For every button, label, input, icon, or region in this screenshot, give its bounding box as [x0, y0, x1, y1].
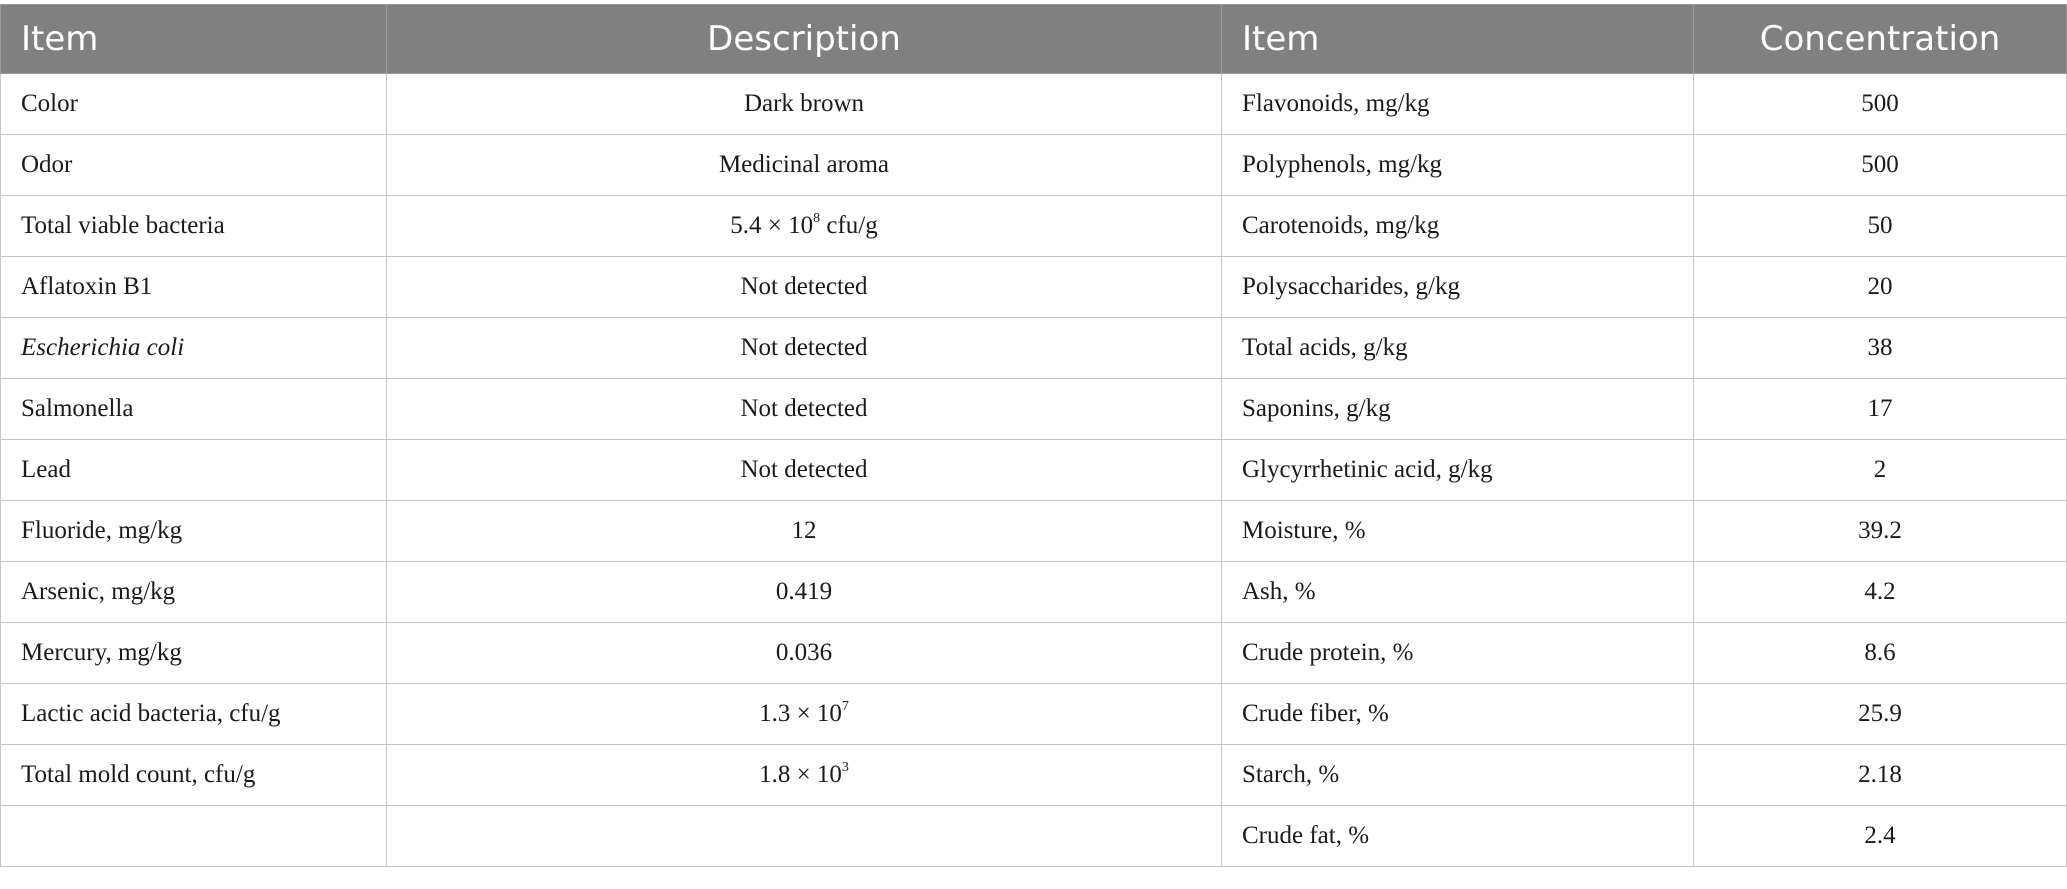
- table-row: [1, 257, 2067, 318]
- concentration-cell: 4.2: [1694, 562, 2067, 623]
- concentration-cell: 2.18: [1694, 745, 2067, 806]
- item-cell: Lactic acid bacteria, cfu/g: [1, 684, 387, 745]
- description-cell: 12: [387, 501, 1222, 562]
- header-concentration: Concentration: [1694, 5, 2067, 74]
- item-2-cell: Saponins, g/kg: [1222, 379, 1694, 440]
- table-row: [1, 440, 2067, 501]
- concentration-cell: 20: [1694, 257, 2067, 318]
- item-2-cell: Crude protein, %: [1222, 623, 1694, 684]
- item-2-cell: Crude fiber, %: [1222, 684, 1694, 745]
- header-item-2: Item: [1222, 5, 1694, 74]
- item-cell: [1, 806, 387, 867]
- item-2-cell: Carotenoids, mg/kg: [1222, 196, 1694, 257]
- concentration-cell: 39.2: [1694, 501, 2067, 562]
- item-2-cell: Total acids, g/kg: [1222, 318, 1694, 379]
- item-2-cell: Glycyrrhetinic acid, g/kg: [1222, 440, 1694, 501]
- description-cell: [387, 806, 1222, 867]
- item-2-cell: Polysaccharides, g/kg: [1222, 257, 1694, 318]
- table-row: [1, 135, 2067, 196]
- header-description: Description: [387, 5, 1222, 74]
- item-2-cell: Starch, %: [1222, 745, 1694, 806]
- item-cell: Aflatoxin B1: [1, 257, 387, 318]
- description-cell: Not detected: [387, 379, 1222, 440]
- description-cell: Not detected: [387, 257, 1222, 318]
- description-unit: cfu/g: [820, 212, 878, 239]
- description-cell: Medicinal aroma: [387, 135, 1222, 196]
- concentration-cell: 17: [1694, 379, 2067, 440]
- composition-table-wrapper: [0, 4, 2067, 867]
- concentration-cell: 2.4: [1694, 806, 2067, 867]
- item-2-cell: Ash, %: [1222, 562, 1694, 623]
- item-cell: Escherichia coli: [1, 318, 387, 379]
- item-cell: Mercury, mg/kg: [1, 623, 387, 684]
- description-cell: [387, 196, 1222, 257]
- concentration-cell: 38: [1694, 318, 2067, 379]
- concentration-cell: 25.9: [1694, 684, 2067, 745]
- table-row: [1, 318, 2067, 379]
- table-row: [1, 74, 2067, 135]
- concentration-cell: 500: [1694, 135, 2067, 196]
- item-cell: Salmonella: [1, 379, 387, 440]
- description-cell: 0.419: [387, 562, 1222, 623]
- concentration-cell: 2: [1694, 440, 2067, 501]
- description-cell: [387, 684, 1222, 745]
- table-row: [1, 196, 2067, 257]
- description-base: 1.3 × 10: [759, 700, 842, 727]
- header-row: [1, 5, 2067, 74]
- description-cell: [387, 745, 1222, 806]
- table-row: [1, 745, 2067, 806]
- description-cell: 0.036: [387, 623, 1222, 684]
- item-cell: Total viable bacteria: [1, 196, 387, 257]
- description-base: 1.8 × 10: [759, 761, 842, 788]
- item-cell: Total mold count, cfu/g: [1, 745, 387, 806]
- item-cell: Color: [1, 74, 387, 135]
- table-row: [1, 684, 2067, 745]
- composition-table: [0, 4, 2067, 867]
- header-item: Item: [1, 5, 387, 74]
- concentration-cell: 50: [1694, 196, 2067, 257]
- description-base: 5.4 × 10: [730, 212, 814, 239]
- table-row: [1, 806, 2067, 867]
- table-row: [1, 623, 2067, 684]
- concentration-cell: 500: [1694, 74, 2067, 135]
- table-row: [1, 379, 2067, 440]
- description-cell: Not detected: [387, 318, 1222, 379]
- description-exponent: 3: [841, 759, 849, 775]
- item-cell: Lead: [1, 440, 387, 501]
- description-exponent: 7: [841, 698, 849, 714]
- description-exponent: 8: [813, 210, 821, 226]
- description-cell: Not detected: [387, 440, 1222, 501]
- table-row: [1, 562, 2067, 623]
- item-2-cell: Polyphenols, mg/kg: [1222, 135, 1694, 196]
- concentration-cell: 8.6: [1694, 623, 2067, 684]
- table-row: [1, 501, 2067, 562]
- item-cell: Odor: [1, 135, 387, 196]
- item-cell: Fluoride, mg/kg: [1, 501, 387, 562]
- item-cell: Arsenic, mg/kg: [1, 562, 387, 623]
- item-2-cell: Moisture, %: [1222, 501, 1694, 562]
- description-cell: Dark brown: [387, 74, 1222, 135]
- item-2-cell: Flavonoids, mg/kg: [1222, 74, 1694, 135]
- item-2-cell: Crude fat, %: [1222, 806, 1694, 867]
